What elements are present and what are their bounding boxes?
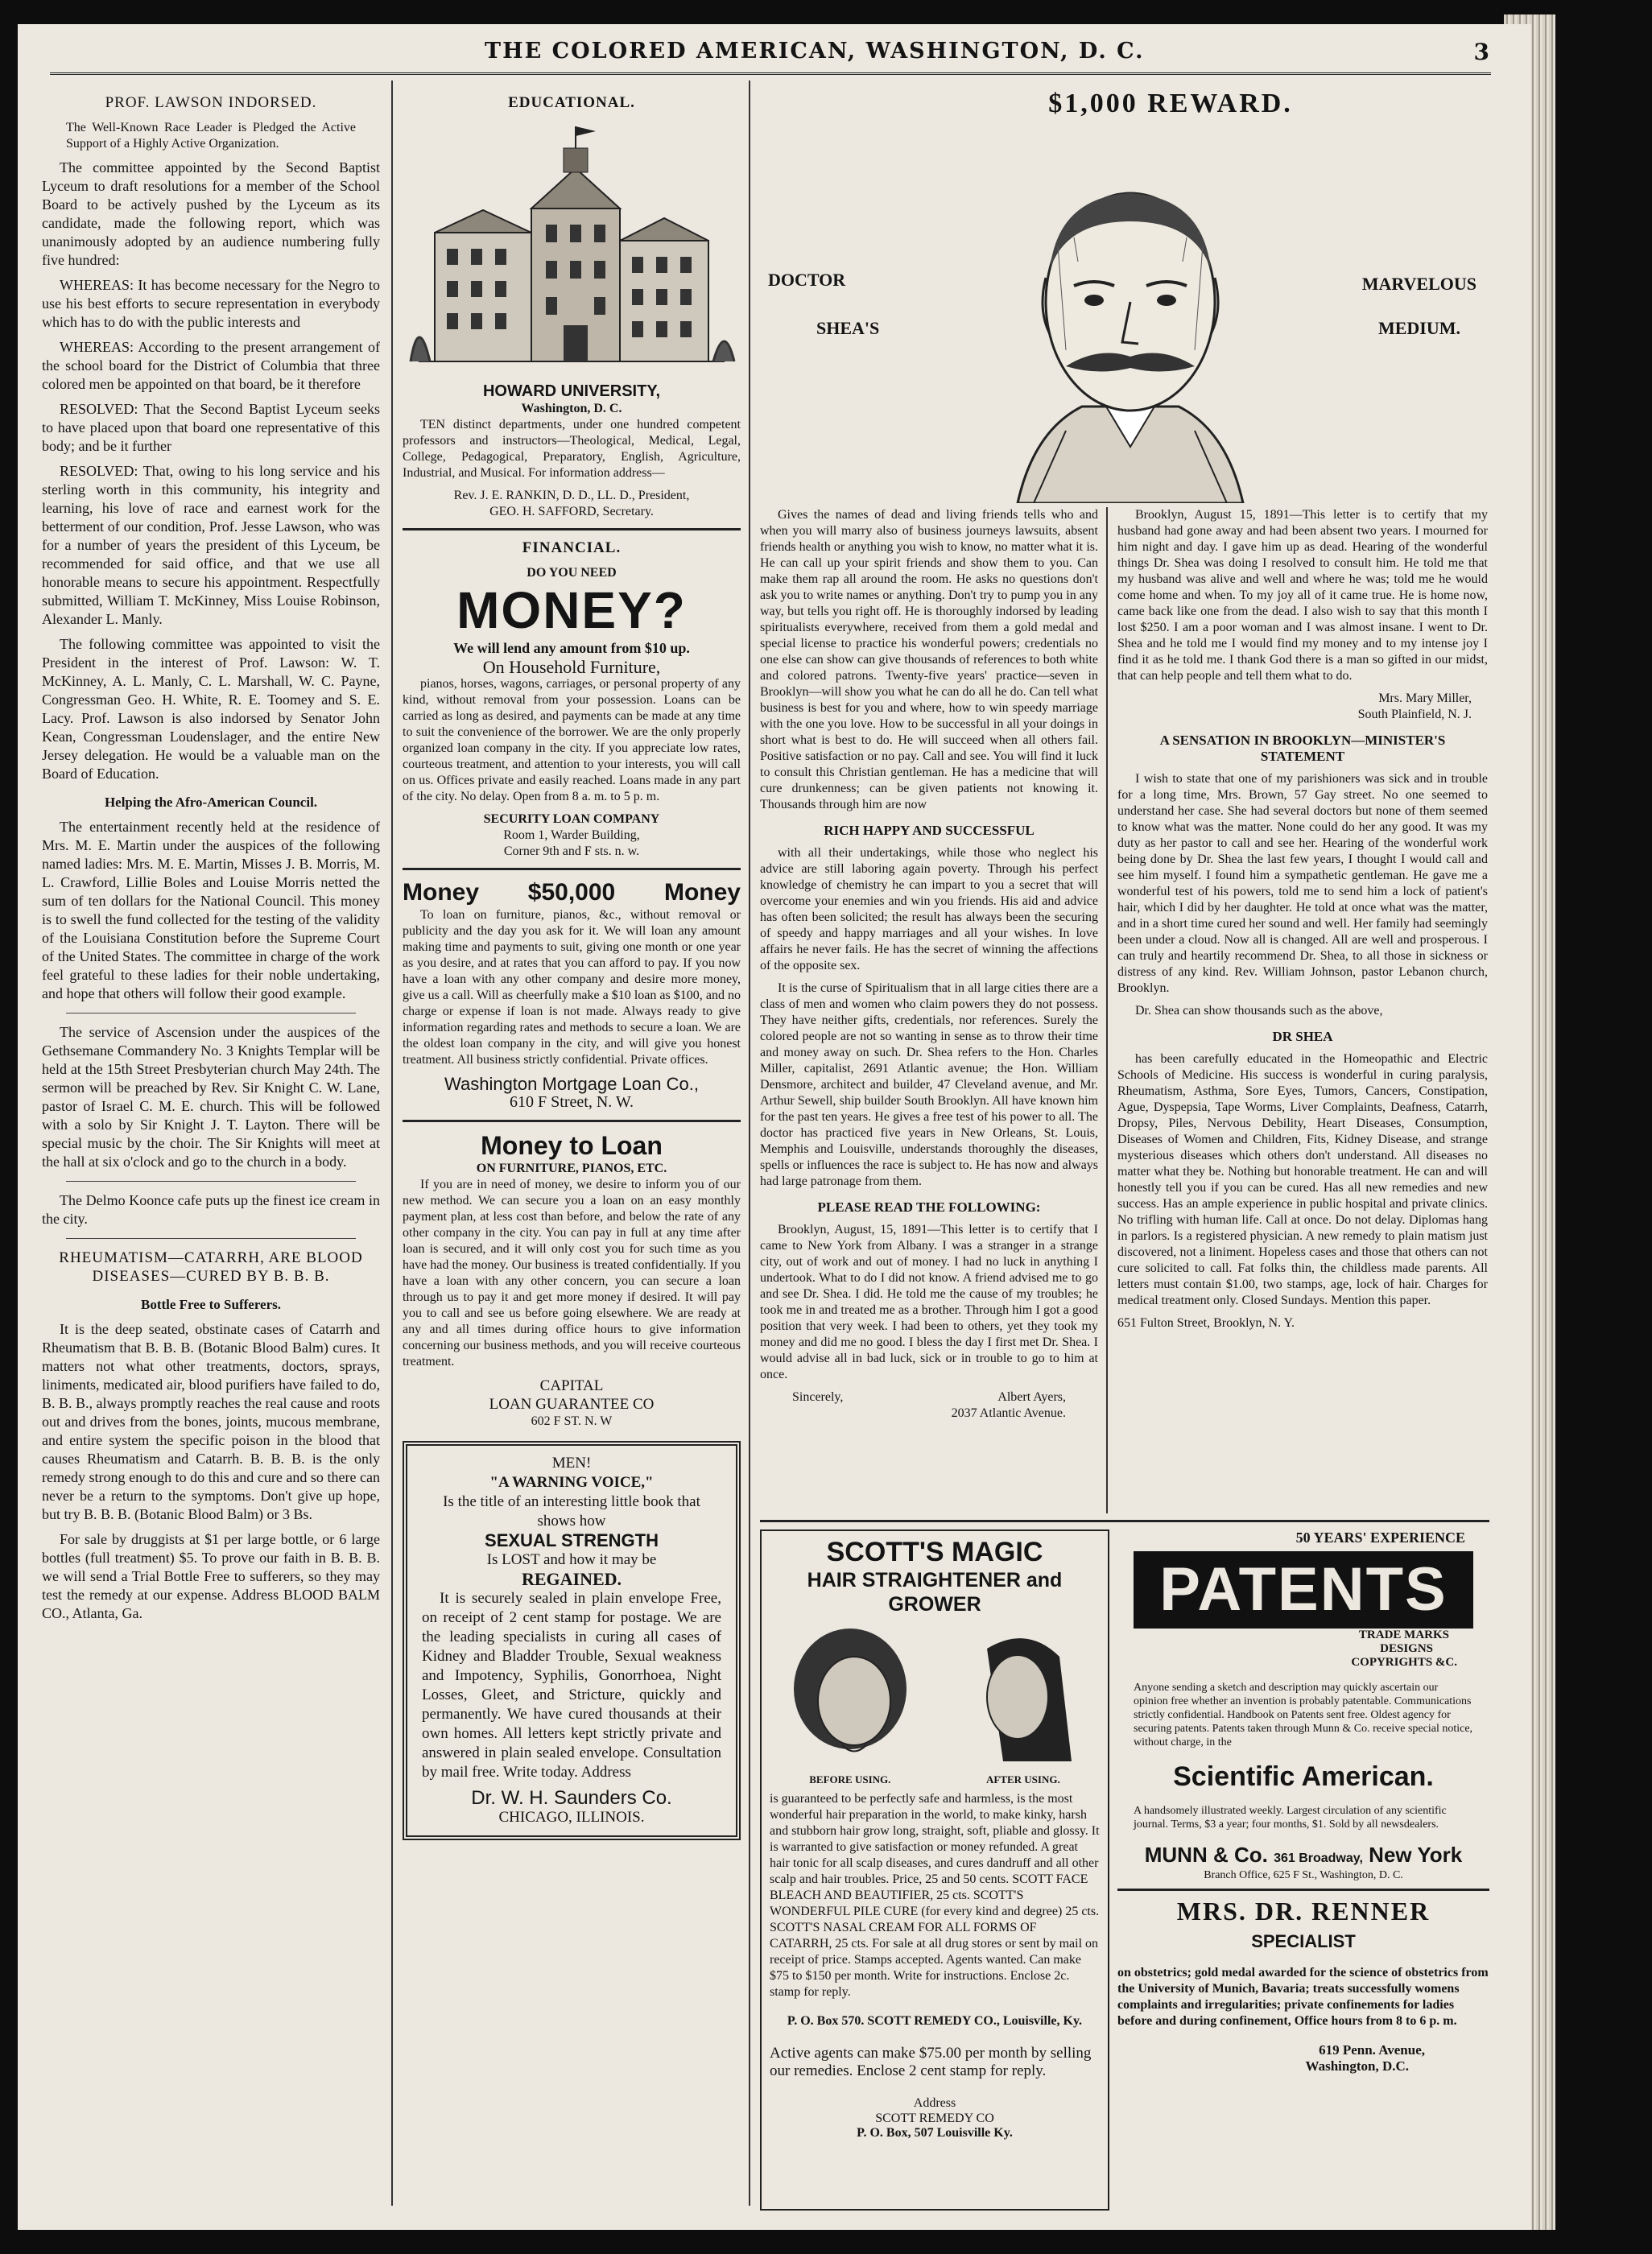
paragraph: It is the curse of Spiritualism that in all large cities there are a class of men and women who claim powers they do not possess. They have neither gifts, credentials, nor references. Surely the colored people are not so wanting in sense as to throw their time and money away on such. Dr. Shea refers to the Hon. Charles Miller, capitalist, 2691 Atlantic avenue; the Hon. William Densmore, architect and builder, 47 Cleveland avenue, and Mr. Arthur Sewell, ship builder South Brooklyn. All have known him for the past ten years. He gives a free test of his power to all. The doctor has practiced five years in New Orleans, St. Louis, Memphis and Louisville, understands thoroughly the diseases, spells or influences the race is subject to. He has now and always had large patronage from them. <box>760 981 1098 1188</box>
howard-text: TEN distinct departments, under one hundred competent professors and instructors—Theological, Medical, Legal, College, Pedagogical, Preparatory, English, Agriculture, Industrial, and Musical. For information address— <box>403 418 741 480</box>
signer: Albert Ayers, <box>997 1390 1066 1404</box>
money-room: Room 1, Warder Building, <box>503 828 640 842</box>
men-title: MEN! <box>551 1455 592 1472</box>
patents-text2: A handsomely illustrated weekly. Largest circulation of any scientific journal. Terms, $3 a year; four months, $1. Sold by all newsdealers. <box>1134 1805 1447 1831</box>
renner-address: 619 Penn. Avenue, <box>1319 2042 1425 2058</box>
renner-city: Washington, D.C. <box>1305 2058 1409 2074</box>
scott-company: SCOTT REMEDY CO <box>875 2112 994 2125</box>
before-caption: BEFORE USING. <box>809 1773 891 1785</box>
mtl-address: 602 F ST. N. W <box>531 1414 613 1428</box>
mtl-title: Money to Loan <box>481 1131 663 1160</box>
mtl-text: If you are in need of money, we desire to inform you of our new method. We can secure you a loan on an easy monthly payment plan, at less cost than before, and below the rate of any other company in the city. You can pay in full at any time after loan is secured, and it will only cost you for such time as you have had the money. Our business is treated confidentially. If you have a loan with any other concern, you can secure a loan through us to pay it and get more money if desired. It will pay you to call and see us before going elsewhere. We are ready at any and all times during office hours to give information concerning our business methods, and you will receive courteous treatment. <box>403 1178 741 1368</box>
scott-title2: HAIR STRAIGHTENER and GROWER <box>807 1569 1063 1616</box>
section-head: EDUCATIONAL. <box>508 94 635 111</box>
column-rule <box>391 80 393 2206</box>
men-big: SEXUAL STRENGTH <box>485 1530 659 1550</box>
paragraph: The entertainment recently held at the residence of Mrs. M. E. Martin under the auspices of the following named ladies: Mrs. M. E. Martin, Misses J. B. Morris, M. L. Crawford, Lillie Boles and Louise Morris netted the sum of ten dollars for the National Council. This money is to swell the fund collected for the testing of the validity of the Louisiana Constitution before the Supreme Court of the United States. The committee in charge of the work feel grateful to these ladies for their noble undertaking, and hope that others will follow their good example. <box>42 819 380 1001</box>
renner-sub: SPECIALIST <box>1251 1931 1356 1951</box>
m50-heading <box>403 878 741 907</box>
m50-amount: $50,000 <box>527 879 616 906</box>
paragraph: The Delmo Koonce cafe puts up the finest ice cream in the city. <box>42 1192 380 1227</box>
men-quote: "A WARNING VOICE," <box>489 1474 654 1491</box>
subhead-rich: RICH HAPPY AND SUCCESSFUL <box>824 823 1035 838</box>
paragraph: For sale by druggists at $1 per large bottle, or 6 large bottles (full treatment) $5. To prove our faith in B. B. B. we will send a Trial Bottle Free to sufferers, so they may test the remedy at our expense. Address BLOOD BALM CO., Atlanta, Ga. <box>42 1531 380 1621</box>
men-big2: REGAINED. <box>521 1569 622 1589</box>
paragraph: RESOLVED: That the Second Baptist Lyceum seeks to have placed upon that board one representative of this body; and be it further <box>42 401 380 454</box>
column-lawson <box>42 89 380 2214</box>
mtl-company-2: LOAN GUARANTEE CO <box>489 1396 655 1413</box>
subhead-read: PLEASE READ THE FOLLOWING: <box>817 1199 1041 1215</box>
scott-ad <box>760 1530 1109 2211</box>
renner-title: MRS. DR. RENNER <box>1176 1897 1431 1926</box>
m50-address: 610 F Street, N. W. <box>510 1093 634 1111</box>
subhead-sensation: A SENSATION IN BROOKLYN—MINISTER'S STATEMENT <box>1159 733 1446 764</box>
men-ad-box <box>403 1441 741 1840</box>
marvelous-label: MARVELOUS <box>1361 274 1476 294</box>
munn-address: 361 Broadway, <box>1274 1852 1363 1865</box>
scott-agents: Active agents can make $75.00 per month by selling our remedies. Enclose 2 cent stamp for reply. <box>770 2045 1092 2079</box>
men-city: CHICAGO, ILLINOIS. <box>498 1809 645 1826</box>
column-rule <box>1106 507 1108 1513</box>
paragraph: Brooklyn, August, 15, 1891—This letter is to certify that I came to New York from Albany. I was a stranger in a strange city, out of work and out of money. I had no luck in anything I undertook. What to do I did not know. A friend advised me to go and see Dr. Shea. I did. He told me the cause of my troubles; he took me in and treated me as a brother. Through him I got a good position that very week. I had been to others, yet they took my money and did me no good. I bless the day I first met Dr. Shea. I would advise all in bad luck, sick or in trouble to go to him at once. <box>760 1223 1098 1381</box>
m50-left: Money <box>403 879 480 906</box>
money-big: MONEY? <box>456 581 687 639</box>
medium-label: MEDIUM. <box>1377 318 1460 338</box>
signer-address: 2037 Atlantic Avenue. <box>951 1406 1066 1420</box>
men-company: Dr. W. H. Saunders Co. <box>471 1787 672 1809</box>
paragraph: Dr. Shea can show thousands such as the above, <box>1135 1004 1383 1018</box>
newspaper-page <box>18 24 1531 2230</box>
page-header <box>50 34 1491 75</box>
scott-company-address: P. O. Box, 507 Louisville Ky. <box>857 2126 1013 2140</box>
before-after-illustration <box>762 1616 1105 1769</box>
m50-right: Money <box>663 879 741 906</box>
divider <box>66 1238 356 1239</box>
patents-branch: Branch Office, 625 F St., Washington, D. C. <box>1204 1869 1403 1881</box>
doctor-label: DOCTOR <box>768 270 846 290</box>
paragraph: The committee appointed by the Second Baptist Lyceum to draft resolutions for a member of the School Board to be actively pushed by the Lyceum as its candidate, made the following report, which was unanimously adopted by an audience numbering fully five hundred: <box>42 159 380 268</box>
money-company: SECURITY LOAN COMPANY <box>483 812 660 826</box>
shea-ad-header <box>760 89 1485 507</box>
column-ads <box>403 89 741 2214</box>
article-headline: PROF. LAWSON INDORSED. <box>105 94 317 111</box>
howard-title: HOWARD UNIVERSITY, <box>482 382 661 400</box>
divider <box>760 1520 1489 1522</box>
paragraph: The service of Ascension under the auspices of the Gethsemane Commandery No. 3 Knights Templar will be held at the 15th Street Presbyterian church May 24th. The sermon will be preached by Rev. Sir Knight C. W. Lane, pastor of Israel C. M. E. church. This will be followed with a solo by Sir Knight J. T. Layton. There will be special music by the choir. The Sir Knights will meet at the hall at six o'clock and go to the church in a body. <box>42 1024 380 1170</box>
after-caption: AFTER USING. <box>985 1773 1060 1785</box>
ad-headline: RHEUMATISM—CATARRH, ARE BLOOD DISEASES—CURED BY B. B. B. <box>59 1249 363 1285</box>
scientific-american: Scientific American. <box>1173 1761 1434 1792</box>
divider <box>403 528 741 530</box>
paragraph: WHEREAS: According to the present arrangement of the school board for the District of Columbia that three colored men be appointed on that board, be it therefore <box>42 339 380 392</box>
signer-address: South Plainfield, N. J. <box>1357 708 1472 721</box>
divider <box>1117 1889 1489 1891</box>
men-line2: Is LOST and how it may be <box>486 1551 657 1568</box>
men-text: It is securely sealed in plain envelope Free, on receipt of 2 cent stamp for postage. We are the leading specialists in curing all cases of Kidney and Bladder Trouble, Sexual weakness and Impotency, Syphilis, Gonorrhoea, Night Losses, Gleet, and Stricture, quickly and permanently. We have cured thousands at their own homes. All letters kept strictly private and answered in plain sealed envelope. Consultation by mail free. Write today. Address <box>422 1590 721 1781</box>
divider <box>403 868 741 870</box>
m50-company: Washington Mortgage Loan Co., <box>444 1074 699 1094</box>
sincerely: Sincerely, <box>792 1390 844 1404</box>
money-address: Corner 9th and F sts. n. w. <box>503 844 640 858</box>
mtl-sub: ON FURNITURE, PIANOS, ETC. <box>476 1162 667 1175</box>
patents-trademarks: TRADE MARKS <box>1358 1629 1449 1641</box>
article-headline: Helping the Afro-American Council. <box>104 795 318 810</box>
paragraph: with all their undertakings, while those who neglect his advice are still laboring again poverty. Through his perfect knowledge of chemistry he can impart to you a secret that will overcome your enemies and win you friends. His aid and advice has often been solicited; the result has always been the securing of speedy and happy marriages and all your wishes. In love affairs he never fails. He has the secret of winning the affections of the opposite sex. <box>760 846 1098 972</box>
ad-subhead: Bottle Free to Sufferers. <box>140 1297 282 1312</box>
money-line: We will lend any amount from $10 up. <box>453 640 690 656</box>
money-sub: On Household Furniture, <box>482 657 661 677</box>
munn: MUNN & Co. <box>1144 1843 1268 1867</box>
paragraph: RESOLVED: That, owing to his long service and his sterling worth in this community, his integrity and learning, his love of race and earnest work for the betterment of our condition, Prof. Jesse Lawson, who was for a number of years the president of this Lyceum, be recommended for said office, and that we use all honorable means to secure his appointment. Respectfully submitted, William T. McKinney, Miss Louise Robinson, Alexander L. Manly. <box>42 463 380 627</box>
mtl-company-1: CAPITAL <box>539 1377 604 1394</box>
section-head: FINANCIAL. <box>522 539 622 556</box>
paragraph: Gives the names of dead and living friends tells who and when you will marry also of business journeys lawsuits, absent friends health or anything you wish to know, no matter what it is. He can call up your spirit friends and show them to you. Can make them rap all around the room. He asks no questions don't ask you to write names or anything. Don't try to pump you in any way, but tells you right off. He is thoroughly indorsed by leading spiritualists everywhere, received from them a gold medal and special license to practice his wonderful powers; credentials no one else can show can give thousands of references to both white and colored patrons. Twenty-five years' practice—seven in Brooklyn—will show you what he can do all he do. Can tell what business is best for you and where, how to win speedy marriage with the one you love. How to be successful in all your doings in short what is best to do. He will succeed when all others fail. Positive satisfaction or no pay. Call and see. You will find it luck to consult this Christian gentleman. He has a medicine that will cure drunkenness; can be given patients not knowing it. Thousands through him are now <box>760 508 1098 811</box>
howard-university-engraving <box>403 120 741 378</box>
column-shea-1 <box>760 507 1098 1521</box>
scott-box: P. O. Box 570. SCOTT REMEDY CO., Louisville, Ky. <box>787 2014 1083 2028</box>
masthead-title: THE COLORED AMERICAN, WASHINGTON, D. C. <box>485 39 1145 64</box>
subhead-drshea: DR SHEA <box>1272 1029 1333 1044</box>
patents-designs: DESIGNS <box>1380 1642 1433 1655</box>
patents-ad <box>1117 1530 1489 1884</box>
patents-text: Anyone sending a sketch and description may quickly ascertain our opinion free whether an invention is probably patentable. Communications strictly confidential. Handbook on Patents sent free. Oldest agency for securing patents. Patents taken through Munn & Co. receive special notice, without charge, in the <box>1134 1682 1473 1748</box>
caption-row <box>762 1773 1108 1786</box>
paragraph: I wish to state that one of my parishioners was sick and in trouble for a long time, Mrs. Brown, 57 Gay street. No one seemed to understand her case. She had several doctors but none of them seemed to know what was the matter. None could do her any good. It was my duty as her pastor to call and see her. Hearing of the wonderful work being done by Dr. Shea the last few years, I thought I would call and see him myself. I found him a sympathetic gentleman. He gave me a wonderful test of his powers, told me to send him a lock of patient's hair, which I did by her daughter. He told at once what was the matter, and in a short time cured her sound and well. Her family had seemingly been under a cloud. Now all is changed. All are well and prosperous. I can truly and heartily recommend Dr. Shea, to all those in sickness or distress of any kind. Rev. William Johnson, pastor Lebanon church, Brooklyn. <box>1117 772 1488 995</box>
signer: Mrs. Mary Miller, <box>1378 691 1472 705</box>
article-subhead: The Well-Known Race Leader is Pledged the Active Support of a Highly Active Organization. <box>66 121 356 151</box>
paragraph: Brooklyn, August 15, 1891—This letter is to certify that my husband had gone away and had been absent two years. I mourned for him night and day. I gave him up as dead. Hearing of the wonderful things Dr. Shea was doing I resolved to consult him. He told me that my husband was alive and well and where he was; told me he would come home and when. To my joy all of it came true. He is home now, came back like one from the dead. I also wish to say that this month I lost $250. I am a poor woman and I was almost insane. I went to Dr. Shea and he told me I would find my money and to my intense joy I find it as he told me. I thank God there is a man so gifted in our midst, that can help people and tell them what to do. <box>1117 508 1488 683</box>
patents-copyrights: COPYRIGHTS &C. <box>1351 1656 1457 1669</box>
column-rule <box>749 80 750 2206</box>
doctor-portrait <box>969 165 1291 503</box>
signature-line <box>760 1389 1098 1406</box>
divider <box>66 1181 356 1182</box>
patents-title: PATENTS <box>1134 1551 1473 1629</box>
howard-secretary: GEO. H. SAFFORD, Secretary. <box>489 505 654 518</box>
page-number: 3 <box>1473 39 1491 65</box>
renner-text: on obstetrics; gold medal awarded for the science of obstetrics from the University of Munich, Bavaria; treats successfully womens complaints and irregularities; private confinements for ladies before and during confinement, Office hours from 8 to 6 p. m. <box>1117 1966 1489 2028</box>
men-line1: Is the title of an interesting little book that shows how <box>443 1493 700 1530</box>
scott-text: is guaranteed to be perfectly safe and harmless, is the most wonderful hair preparation in the world, to make kinky, harsh and stubborn hair grow long, straight, soft, pliable and glossy. It is warranted to give satisfaction or money refunded. A great hair tonic for all scalp diseases, and cures dandruff and all other scalp and hair troubles. Price, 25 and 50 cents. SCOTT FACE BLEACH AND BEAUTIFIER, 25 cts. SCOTT'S WONDERFUL PILE CURE (for every kind and degree) 25 cts. SCOTT'S NASAL CREAM FOR ALL FORMS OF CATARRH, 25 cts. For sale at all drug stores or sent by mail on receipt of price. Stamps accepted. Agents wanted. Can make $75 to $150 per month. Write for instructions. Enclose 2c. stamp for reply. <box>770 1792 1100 1999</box>
scott-address-label: Address <box>913 2096 956 2110</box>
munn-line <box>1117 1843 1489 1868</box>
patents-years: 50 YEARS' EXPERIENCE <box>1295 1530 1465 1546</box>
m50-text: To loan on furniture, pianos, &c., without removal or publicity and the day you ask for it. We will loan any amount making time and payments to suit, giving one month or one year as you desire, and at rates that you can afford to pay. If you now have a loan with any other company and desire more money, give us a call. Will as cheerfully make a $10 loan as $100, and no charge or expense if loan is not made. Always ready to give information regarding rates and methods to secure a loan. We are the oldest loan company in the city, and will give you honest treatment. All business strictly confidential. Private offices. <box>403 908 741 1067</box>
paragraph: It is the deep seated, obstinate cases of Catarrh and Rheumatism that B. B. B. (Botanic Blood Balm) cures. It matters not what other treatments, doctors, sprays, liniments, medicated air, blood purifiers have failed to do, B. B. B., always promptly reaches the real cause and roots out and drives from the bones, joints, mucous membrane, and entire system the specific poison in the blood that causes Rheumatism and Catarrh. B. B. B. is the only remedy strong enough to do this and cure and so there can never be a return to the symptoms. Don't give up hope, but try B. B. B. (Botanic Blood Balm) or 3 Bs. <box>42 1321 380 1522</box>
scott-title: SCOTT'S MAGIC <box>826 1537 1043 1567</box>
divider <box>403 1120 741 1122</box>
paragraph: has been carefully educated in the Homeopathic and Electric Schools of Medicine. His success is wonderful in curing paralysis, Rheumatism, Asthma, Sore Eyes, Tumors, Cancers, Constipation, Ague, Dyspepsia, Tape Worms, Liver Complaints, Deafness, Catarrh, Dropsy, Piles, Nervous Debility, Heart Diseases, Consumption, Diseases of Women and Children, Fits, Kidney Disease, and strange mysterious diseases which others don't understand. All diseases no matter what they be. Nothing but honorable treatment. He can and will honestly tell you if you can be cured. Has all new remedies and new success. Has an ample experience in public hospital and private clinics. No trifling with human life. Call at once. Do not delay. Diplomas hang in parlors. Is a registered physician. A new remedy to plain matism just discovered, not a liniment. Hopeless cases and those that others can not cure solicited to call. Fat folks thin, the childless made parents. All letters must contain $1.00, two stamps, age, lock of hair. Charges for medical treatment only. Closed Sundays. Mention this paper. <box>1117 1052 1488 1307</box>
paragraph: The following committee was appointed to visit the President in the interest of Prof. Lawson: W. T. McKinney, A. L. Manly, C. L. Marshall, W. C. Payne, Congressman Geo. H. White, R. E. Toomey and S. E. Lacy. Prof. Lawson is also indorsed by Senator John Kean, Congressman Loudenslager, and the entire New Jersey delegation. He would be a valuable man on the Board of Education. <box>42 636 380 782</box>
column-shea-2 <box>1117 507 1488 1521</box>
renner-ad <box>1117 1897 1489 2170</box>
money-pre: DO YOU NEED <box>527 566 617 580</box>
reward-title: $1,000 REWARD. <box>1048 89 1293 118</box>
money-text: pianos, horses, wagons, carriages, or personal property of any kind, without removal from your possession. Loans can be carried as long as desired, and payments can be made at any time to suit the convenience of the borrower. We are the only properly organized loan company in the city. If you appreciate low rates, courteous treatment, and attention to your interests, you will call on us. Offices private and easily reached. Loans made in any part of the city. No delay. Open from 8 a. m. to 5 p. m. <box>403 677 741 803</box>
howard-president: Rev. J. E. RANKIN, D. D., LL. D., President, <box>453 489 690 502</box>
paragraph: WHEREAS: It has become necessary for the Negro to use his best efforts to secure representation in everybody which has to do with the public interests and <box>42 277 380 330</box>
shea-address: 651 Fulton Street, Brooklyn, N. Y. <box>1117 1316 1295 1330</box>
howard-city: Washington, D. C. <box>521 402 622 415</box>
shea-label: SHEA'S <box>816 318 880 338</box>
new-york: New York <box>1369 1843 1463 1867</box>
